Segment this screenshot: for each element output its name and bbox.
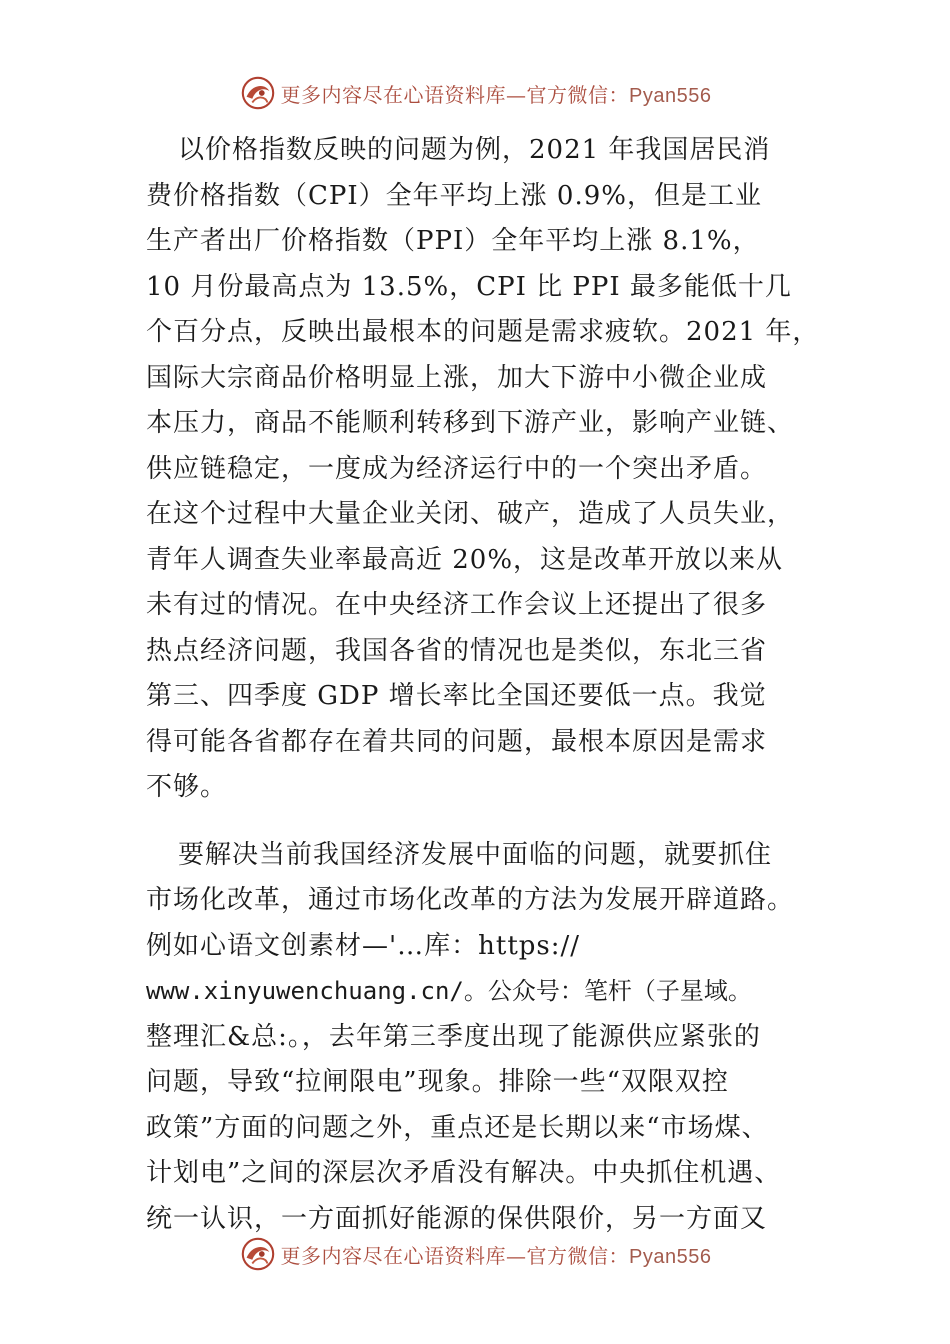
wechat-id: Pyan556 bbox=[629, 84, 712, 107]
header-banner-text: 更多内容尽在心语资料库—官方微信：Pyan556 bbox=[280, 82, 712, 107]
text-line: 例如心语文创素材—'…库：https:// bbox=[146, 930, 581, 961]
text-line: 10 月份最高点为 13.5%，CPI 比 PPI 最多能低十几 bbox=[146, 271, 792, 302]
header-banner bbox=[0, 71, 950, 115]
text-line: 国际大宗商品价格明显上涨，加大下游中小微企业成 bbox=[146, 362, 768, 393]
footer-banner bbox=[0, 1232, 950, 1276]
text-line: 费价格指数（CPI）全年平均上涨 0.9%，但是工业 bbox=[146, 180, 762, 211]
text-line: 计划电”之间的深层次矛盾没有解决。中央抓住机遇、 bbox=[146, 1158, 782, 1188]
text-line: 得可能各省都存在着共同的问题，最根本原因是需求 bbox=[146, 726, 768, 757]
text-line: www.xinyuwenchuang.cn/。公众号：笔杆（子星域。 bbox=[146, 977, 752, 1005]
text-line: 统一认识，一方面抓好能源的保供限价，另一方面又 bbox=[146, 1203, 768, 1234]
text-line: 问题，导致“拉闸限电”现象。排除一些“双限双控 bbox=[146, 1067, 729, 1097]
text-line: 热点经济问题，我国各省的情况也是类似，东北三省 bbox=[146, 635, 768, 666]
footer-banner-text: 更多内容尽在心语资料库—官方微信：Pyan556 bbox=[280, 1243, 712, 1268]
wechat-id: Pyan556 bbox=[629, 1245, 712, 1268]
text-line: 生产者出厂价格指数（PPI）全年平均上涨 8.1%， bbox=[146, 226, 760, 256]
document-body bbox=[146, 128, 836, 1242]
swirl-logo-icon bbox=[239, 74, 277, 112]
text-line: 个百分点，反映出最根本的问题是需求疲软。2021 年， bbox=[146, 317, 820, 347]
swirl-logo-icon bbox=[239, 1235, 277, 1273]
text-line: 以价格指数反映的问题为例，2021 年我国居民消 bbox=[178, 135, 771, 165]
text-line: 要解决当前我国经济发展中面临的问题，就要抓住 bbox=[178, 839, 773, 870]
text-line: 整理汇&总:。，去年第三季度出现了能源供应紧张的 bbox=[146, 1021, 761, 1052]
text-line: 未有过的情况。在中央经济工作会议上还提出了很多 bbox=[146, 590, 768, 620]
text-line: 市场化改革，通过市场化改革的方法为发展开辟道路。 bbox=[146, 885, 795, 915]
paragraph-2 bbox=[146, 833, 836, 1243]
text-line: 不够。 bbox=[146, 772, 228, 802]
paragraph-1 bbox=[146, 128, 836, 811]
text-line: 供应链稳定，一度成为经济运行中的一个突出矛盾。 bbox=[146, 453, 768, 484]
text-line: 在这个过程中大量企业关闭、破产，造成了人员失业， bbox=[146, 499, 795, 529]
text-line: 第三、四季度 GDP 增长率比全国还要低一点。我觉 bbox=[146, 681, 767, 711]
text-line: 青年人调查失业率最高近 20%，这是改革开放以来从 bbox=[146, 544, 784, 575]
text-line: 本压力，商品不能顺利转移到下游产业，影响产业链、 bbox=[146, 408, 795, 438]
text-line: 政策”方面的问题之外，重点还是长期以来“市场煤、 bbox=[146, 1112, 769, 1143]
